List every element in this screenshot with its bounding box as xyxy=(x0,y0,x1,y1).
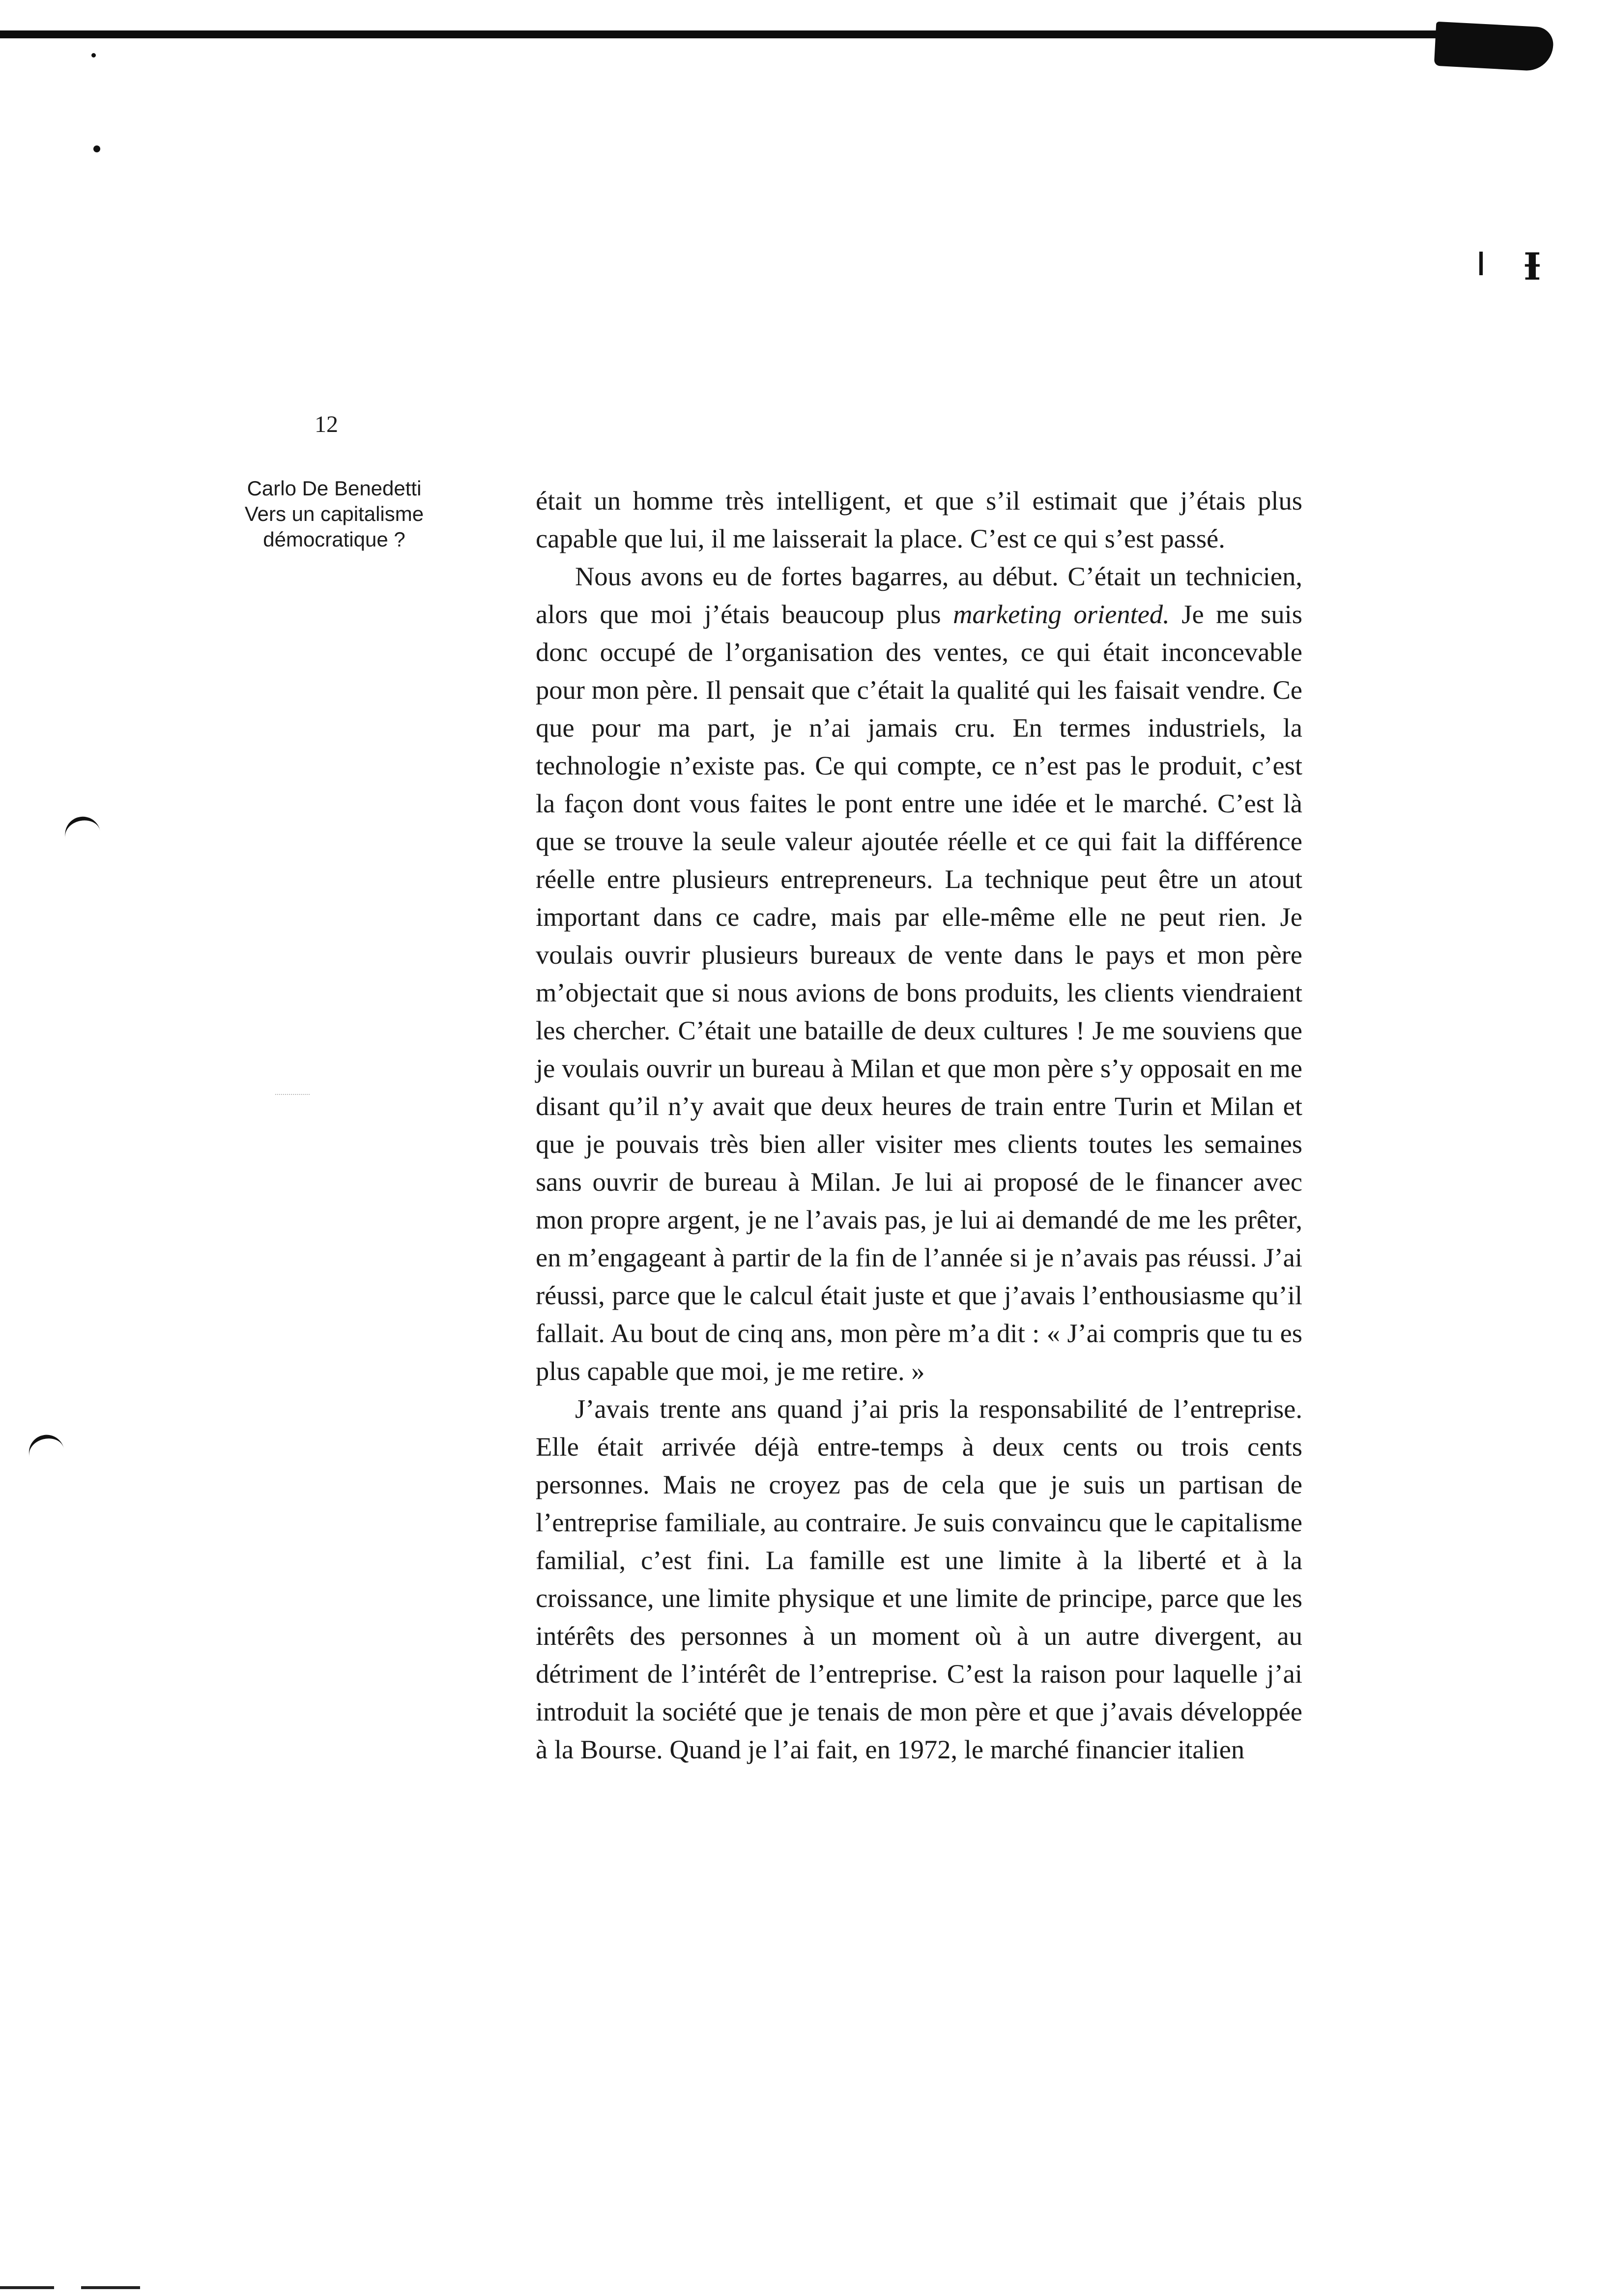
scan-speck xyxy=(91,53,96,57)
body-text xyxy=(536,482,1302,1768)
paragraph-1: était un homme très intelligent, et que s’il estimait que j’étais plus capable que lui, il me laisserait la place. C’est ce qui s’est passé. xyxy=(536,486,1302,553)
book-title-line-1: Vers un capitalisme xyxy=(244,502,424,525)
scan-edge-bar xyxy=(0,30,1474,38)
scan-speck xyxy=(93,145,100,152)
paragraph-2-start: Nous avons eu de fortes bagarres, au début. C’était un technicien, alors que moi j’étais beaucoup plus xyxy=(536,561,1302,629)
paragraph-3: J’avais trente ans quand j’ai pris la responsabilité de l’entreprise. Elle était arrivée déjà entre-temps à deux cents ou trois cents personnes. Mais ne croyez pas de cela que je suis un partisan de l’entreprise familiale, au contraire. Je suis convaincu que le capitalisme familial, c’est fini. La famille est une limite à la liberté et à la croissance, une limite physique et une limite de principe, parce que les intérêts des personnes à un moment où à un autre divergent, au détriment de l’intérêt de l’entreprise. C’est la raison pour laquelle j’ai introduit la société que je tenais de mon père et que j’avais développée à la Bourse. Quand je l’ai fait, en 1972, le marché financier italien xyxy=(536,1394,1302,1764)
scan-bottom-line xyxy=(0,2286,54,2289)
paragraph-2 xyxy=(536,557,1302,1390)
margin-tick-mark xyxy=(62,813,101,844)
running-head-sidebar xyxy=(216,476,452,552)
scan-mark-glyph: Ɨ xyxy=(1524,245,1541,288)
book-title-line-2: démocratique ? xyxy=(263,528,405,551)
scan-mark-bar xyxy=(1479,252,1483,275)
page-number: 12 xyxy=(315,411,338,437)
scan-edge-blot xyxy=(1434,22,1554,72)
author-name: Carlo De Benedetti xyxy=(247,477,422,500)
paragraph-2-rest: Je me suis donc occupé de l’organisation des ventes, ce qui était inconcevable pour mon père. Il pensait que c’était la qualité qui les faisait vendre. Ce que pour ma part, je n’ai jamais cru. En termes industriels, la technologie n’existe pas. Ce qui compte, ce n’est pas le produit, c’est la façon dont vous faites le pont entre une idée et le marché. C’est là que se trouve la seule valeur ajoutée réelle et ce qui fait la différence réelle entre plusieurs entrepreneurs. La technique peut être un atout important dans ce cadre, mais par elle-même elle ne peut rien. Je voulais ouvrir plusieurs bureaux de vente dans le pays et mon père m’objectait que si nous avions de bons produits, les clients viendraient les chercher. C’était une bataille de deux cultures ! Je me souviens que je voulais ouvrir un bureau à Milan et que mon père s’y opposait en me disant qu’il n’y avait que deux heures de train entre Turin et Milan et que je pouvais très bien aller visiter mes clients toutes les semaines sans ouvrir de bureau à Milan. Je lui ai proposé de le financer avec mon propre argent, je ne l’avais pas, je lui ai demandé de me les prêter, en m’engageant à partir de la fin de l’année si je n’avais pas réussi. J’ai réussi, parce que le calcul était juste et que j’avais l’enthousiasme qu’il fallait. Au bout de cinq ans, mon père m’a dit : « J’ai compris que tu es plus capable que moi, je me retire. » xyxy=(536,599,1302,1386)
scan-bottom-line xyxy=(81,2286,140,2289)
scan-faint-dash xyxy=(275,1094,310,1096)
paragraph-2-emphasis: marketing oriented. xyxy=(953,599,1170,629)
margin-tick-mark xyxy=(25,1431,65,1463)
